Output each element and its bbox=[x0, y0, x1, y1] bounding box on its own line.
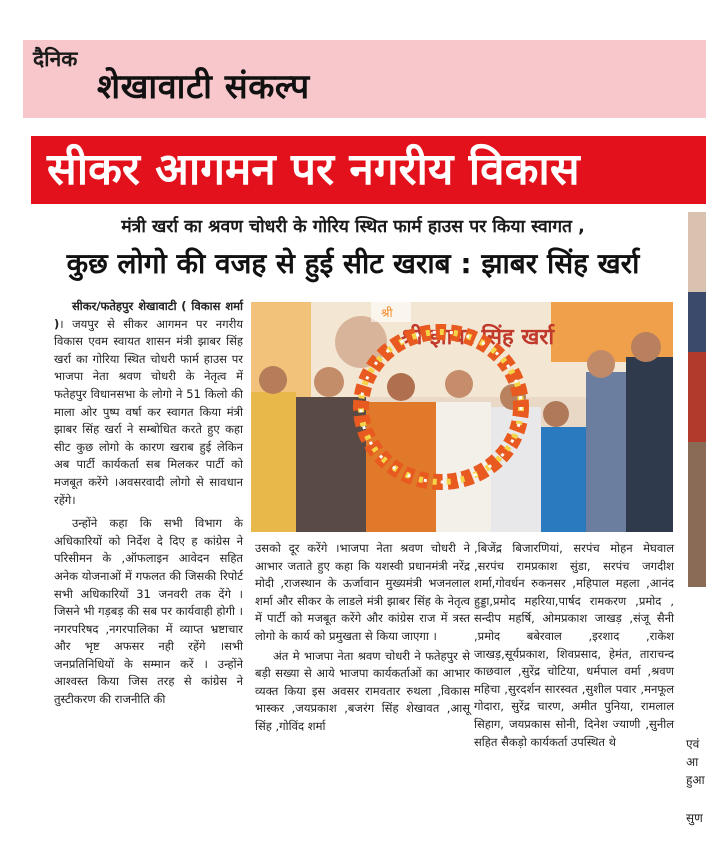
headline-text: सीकर आगमन पर नगरीय विकास bbox=[47, 144, 580, 195]
event-photo-illustration bbox=[251, 302, 673, 532]
paragraph-1: । जयपुर से सीकर आगमन पर नगरीय विकास एवम स्वायत शासन मंत्री झाबर सिंह खर्रा का गोरिया स्थित चोधरी फार्म हाउस पर भाजपा नेता श्रवण चोधरी के नेतृत्व में फतेहपुर विधानसभा के लोगो ने 51 किलो की माला ओर पुष्प वर्षा कर स्वागत किया मंत्री झाबर सिंह खर्रा ने सम्बोधित करते हुए कहा सीट कुछ लोगो के कारण खराब हुई लेकिन अब पार्टी कार्यकर्ता सब मिलकर पार्टी को मजबूत करेंगे ।अवसरवादी लोगो से सावधान रहेंगे। bbox=[54, 316, 243, 507]
subheadline-1: मंत्री खर्रा का श्रवण चोधरी के गोरिय स्थित फार्म हाउस पर किया स्वागत , bbox=[121, 217, 585, 237]
event-photo bbox=[251, 302, 673, 532]
adjacent-article-fragment bbox=[686, 735, 705, 827]
masthead bbox=[23, 40, 706, 118]
fragment-line: आ bbox=[686, 755, 699, 769]
fragment-line: हुआ bbox=[686, 773, 705, 787]
article-column-2 bbox=[255, 540, 470, 736]
attendee-list: ,बिजेंद्र बिजारणियां, सरपंच मोहन मेघवाल ,सरपंच रामप्रकाश सुंडा, सरपंच जगदीश शर्मा,गोवर्धन रुकनसर ,महिपाल महला ,आनंद हुड्डा,प्रमोद महरिया,पार्षद रामकरण ,प्रमोद , सन्दीप महर्षि, ओमप्रकाश जाखड़ ,संजू सैनी ,प्रमोद बबेरवाल ,इरशाद ,राकेश जाखड़,सूर्यप्रकाश, शिवप्रसाद, हेमंत, ताराचन्द काछवाल ,सुरेंद्र चोटिया, धर्मपाल वर्मा ,श्रवण महिचा ,सुरदर्शन सारस्वत ,सुशील पवार ,मनफूल गोदारा, सुरेंद्र चारण, अमीत पुनिया, रामलाल सिहाग, जयप्रकास सोनी, दिनेश ज्याणी ,सुनील सहित सैकड़ो कार्यकर्ता उपस्थित थे bbox=[474, 541, 674, 749]
photo-banner-text: श्री झाबर सिंह खर्रा bbox=[401, 325, 555, 350]
masthead-small-text: दैनिक bbox=[33, 47, 78, 71]
fragment-line: सुण bbox=[686, 811, 703, 825]
masthead-title: शेखावाटी संकल्प bbox=[97, 67, 310, 107]
photo-logo-text: श्री bbox=[381, 306, 393, 320]
fragment-line: एवं bbox=[686, 737, 700, 751]
column-2-paragraph-2: अंत मे भाजपा नेता श्रवण चोधरी ने फतेहपुर से बड़ी सख्या से आये भाजपा कार्यकर्ताओं का आभार व्यक्त किया इस अवसर रामवतार रुथला ,विकास भास्कर ,जयप्रकाश ,बजरंग सिंह शेखावत ,आसू सिंह ,गोविंद शर्मा bbox=[255, 648, 470, 733]
subheadline-2: कुछ लोगो की वजह से हुई सीट खराब : झाबर सिंह खर्रा bbox=[66, 247, 640, 280]
article-column-3 bbox=[474, 540, 674, 751]
adjacent-photo-strip bbox=[688, 212, 706, 587]
reporter-credit: ( विकास शर्मा ) bbox=[54, 299, 244, 331]
paragraph-2: उन्होंने कहा कि सभी विभाग के अधिकारियों को निर्देश दे दिए ह कांग्रेस ने परिसीमन के ,ऑफलाइन आवेदन सहित अनेक योजनाओं में गफलत की जिसकी रिपोर्ट सभी अधिकारियों 31 जनवरी तक देंगे ।जिसने भी गड़बड़ की सब पर कार्यवाही होगी ।नगरपरिषद ,नगरपालिका में व्याप्त भ्रष्टाचार और भृष्ट अफसर नही रहेंगे ।सभी जनप्रतिनिधियों के सम्मान करें । उन्होंने आश्वस्त किया जिस तरह से कांग्रेस ने तुस्टीकरण की राजनीति की bbox=[54, 516, 243, 707]
column-2-paragraph-1: उसको दूर करेंगे ।भाजपा नेता श्रवण चोधरी ने आभार जताते हुए कहा कि यशस्वी प्रधानमंत्री नरेंद्र मोदी ,राजस्थान के ऊर्जावान मुख्यमंत्री भजनलाल शर्मा और सीकर के लाडले मंत्री झाबर सिंह के नेतृत्व में पार्टी को मजबूत करेंगे और कांग्रेस राज में त्रस्त लोगो के कार्य को प्रमुखता से किया जाएगा । bbox=[255, 541, 470, 643]
headline-banner bbox=[31, 136, 706, 204]
article-column-1 bbox=[54, 298, 243, 709]
dateline: सीकर/फतेहपुर शेखावाटी bbox=[72, 299, 177, 313]
